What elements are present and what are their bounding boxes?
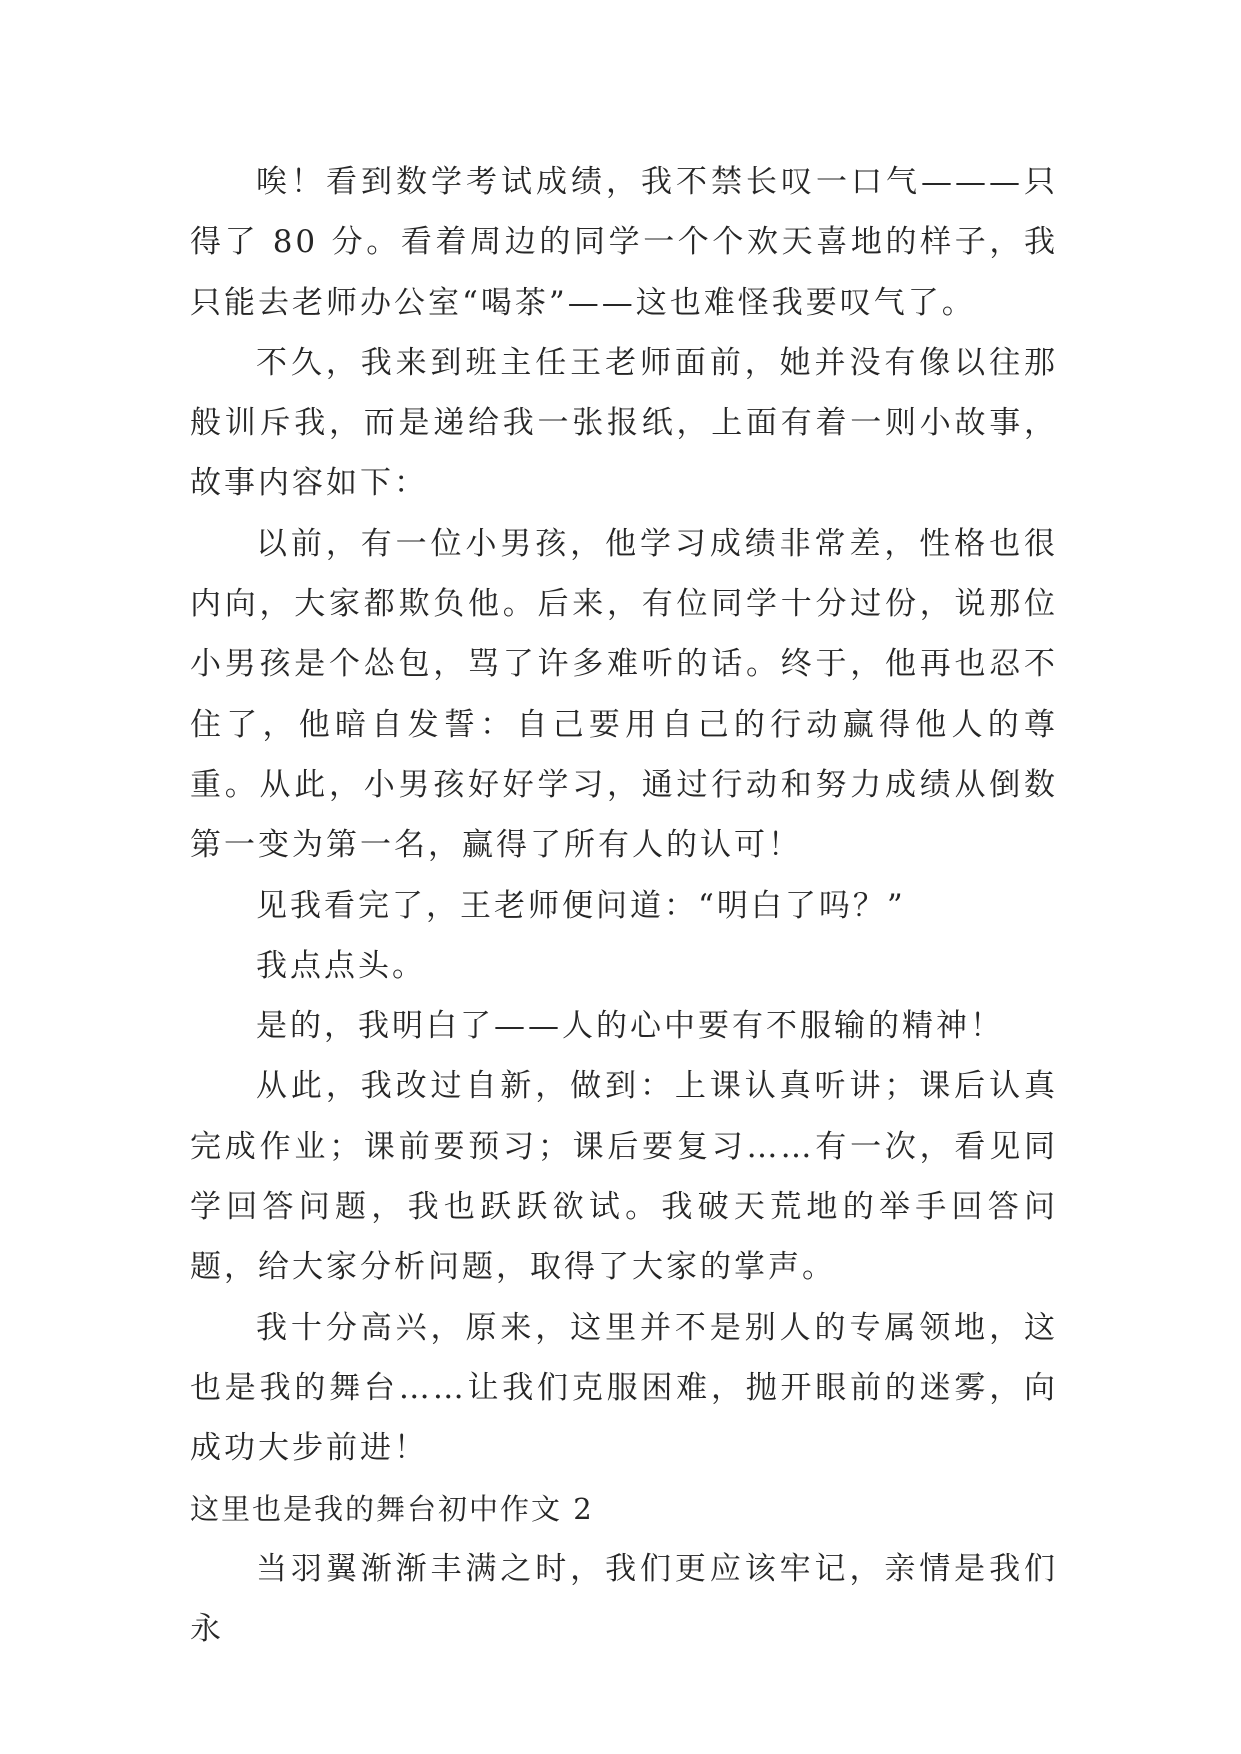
essay-body: [190, 152, 1058, 1659]
paragraph: 从此，我改过自新，做到：上课认真听讲；课后认真完成作业；课前要预习；课后要复习……有一次，看见同学回答问题，我也跃跃欲试。我破天荒地的举手回答问题，给大家分析问题，取得了大家的掌声。: [190, 1068, 1058, 1286]
paragraph: 是的，我明白了——人的心中要有不服输的精神！: [256, 1008, 1004, 1045]
paragraph: 当羽翼渐渐丰满之时，我们更应该牢记，亲情是我们永: [190, 1550, 1058, 1648]
paragraph: 唉！看到数学考试成绩，我不禁长叹一口气———只得了 80 分。看着周边的同学一个个欢天喜地的样子，我只能去老师办公室“喝茶”——这也难怪我要叹气了。: [190, 164, 1058, 321]
paragraph: 以前，有一位小男孩，他学习成绩非常差，性格也很内向，大家都欺负他。后来，有位同学十分过份，说那位小男孩是个怂包，骂了许多难听的话。终于，他再也忍不住了，他暗自发誓：自己要用自己的行动赢得他人的尊重。从此，小男孩好好学习，通过行动和努力成绩从倒数第一变为第一名，赢得了所有人的认可！: [190, 525, 1058, 864]
paragraph: 我十分高兴，原来，这里并不是别人的专属领地，这也是我的舞台……让我们克服困难，抛开眼前的迷雾，向成功大步前进！: [190, 1309, 1058, 1467]
paragraph: 见我看完了，王老师便问道：“明白了吗？”: [256, 887, 906, 924]
paragraph: 不久，我来到班主任王老师面前，她并没有像以往那般训斥我，而是递给我一张报纸，上面有着一则小故事，故事内容如下：: [190, 344, 1058, 502]
section-title: 这里也是我的舞台初中作文 2: [190, 1491, 594, 1526]
paragraph: 我点点头。: [256, 947, 426, 984]
